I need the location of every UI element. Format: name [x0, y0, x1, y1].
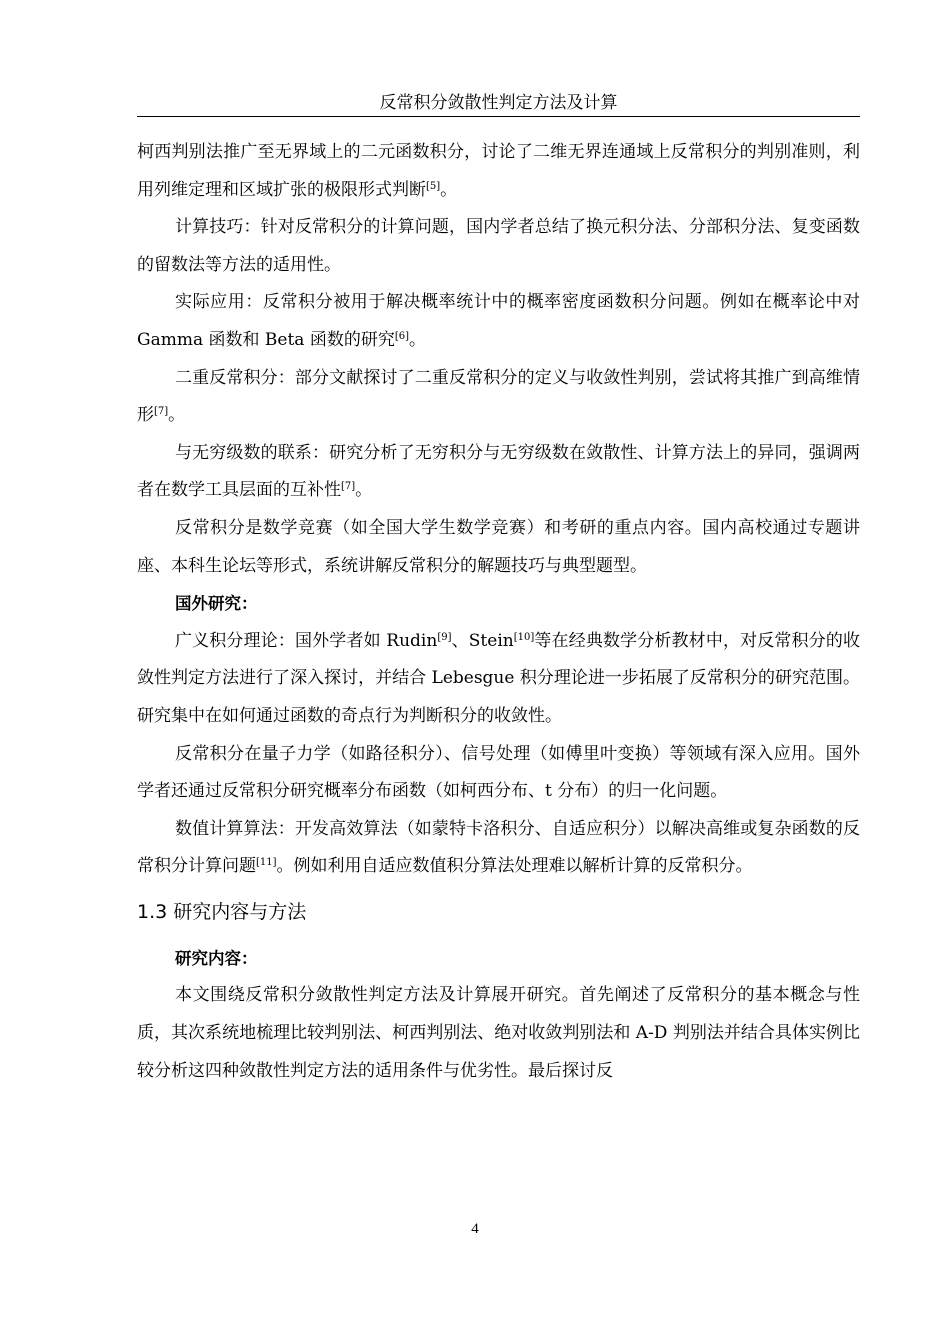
subheading-foreign-research: 国外研究：: [175, 594, 258, 614]
section-heading: 1.3 研究内容与方法: [137, 900, 307, 923]
paragraph: [137, 284, 860, 359]
paragraph-tail: 。: [440, 179, 458, 200]
subheading-research-content: 研究内容：: [175, 948, 258, 968]
citation: [10]: [513, 631, 535, 643]
paragraph-tail: 。例如利用自适应数值积分算法处理难以解析计算的反常积分。: [276, 856, 753, 877]
paragraph-text: 、Stein: [451, 630, 514, 651]
paragraph: [137, 134, 860, 209]
paragraph-text: 二重反常积分：部分文献探讨了二重反常积分的定义与收敛性判别，尝试将其推广到高维情形: [137, 367, 860, 426]
citation: [11]: [256, 857, 277, 869]
paragraph-text: 实际应用：反常积分被用于解决概率统计中的概率密度函数积分问题。例如在概率论中对 Gamma 函数和 Beta 函数的研究: [137, 292, 860, 350]
paragraph-tail: 。: [168, 405, 186, 426]
paragraph: [137, 360, 860, 435]
paragraph: 反常积分在量子力学（如路径积分）、信号处理（如傅里叶变换）等领域有深入应用。国外学者还通过反常积分研究概率分布函数（如柯西分布、t 分布）的归一化问题。: [137, 743, 860, 802]
paragraph: [137, 623, 860, 736]
paragraph-text: 与无穷级数的联系：研究分析了无穷积分与无穷级数在敛散性、计算方法上的异同，强调两者在数学工具层面的互补性: [137, 442, 860, 501]
citation: [5]: [426, 180, 441, 192]
citation: [7]: [341, 481, 356, 493]
paragraph-text: 等在经典数学分析教材中，对反常积分的收敛性判定方法进行了深入探讨，并结合 Lebesgue 积分理论进一步拓展了反常积分的研究范围。研究集中在如何通过函数的奇点行为判断积分的收敛性。: [137, 630, 860, 726]
citation: [6]: [394, 330, 409, 342]
paragraph: 计算技巧：针对反常积分的计算问题，国内学者总结了换元积分法、分部积分法、复变函数的留数法等方法的适用性。: [137, 217, 860, 275]
body-text: [137, 134, 860, 1090]
page-number: 4: [471, 1221, 479, 1237]
paragraph-text: 柯西判别法推广至无界域上的二元函数积分，讨论了二维无界连通域上反常积分的判别准则，利用列维定理和区域扩张的极限形式判断: [137, 142, 860, 200]
paragraph: [137, 811, 860, 886]
paragraph-tail: 。: [409, 329, 426, 350]
paragraph: [137, 435, 860, 510]
running-header: 反常积分敛散性判定方法及计算: [137, 90, 860, 117]
paragraph-text: 数值计算算法：开发高效算法（如蒙特卡洛积分、自适应积分）以解决高维或复杂函数的反常积分计算问题: [137, 818, 860, 877]
citation: [7]: [154, 406, 169, 418]
paragraph-text: 广义积分理论：国外学者如 Rudin: [175, 630, 438, 651]
paragraph: 本文围绕反常积分敛散性判定方法及计算展开研究。首先阐述了反常积分的基本概念与性质，其次系统地梳理比较判别法、柯西判别法、绝对收敛判别法和 A-D 判别法并结合具体实例比较分析这四种敛散性判定方法的适用条件与优劣性。最后探讨反: [137, 985, 860, 1081]
paragraph: 反常积分是数学竞赛（如全国大学生数学竞赛）和考研的重点内容。国内高校通过专题讲座、本科生论坛等形式，系统讲解反常积分的解题技巧与典型题型。: [137, 517, 860, 576]
paragraph-tail: 。: [355, 480, 373, 501]
citation: [9]: [437, 631, 452, 643]
